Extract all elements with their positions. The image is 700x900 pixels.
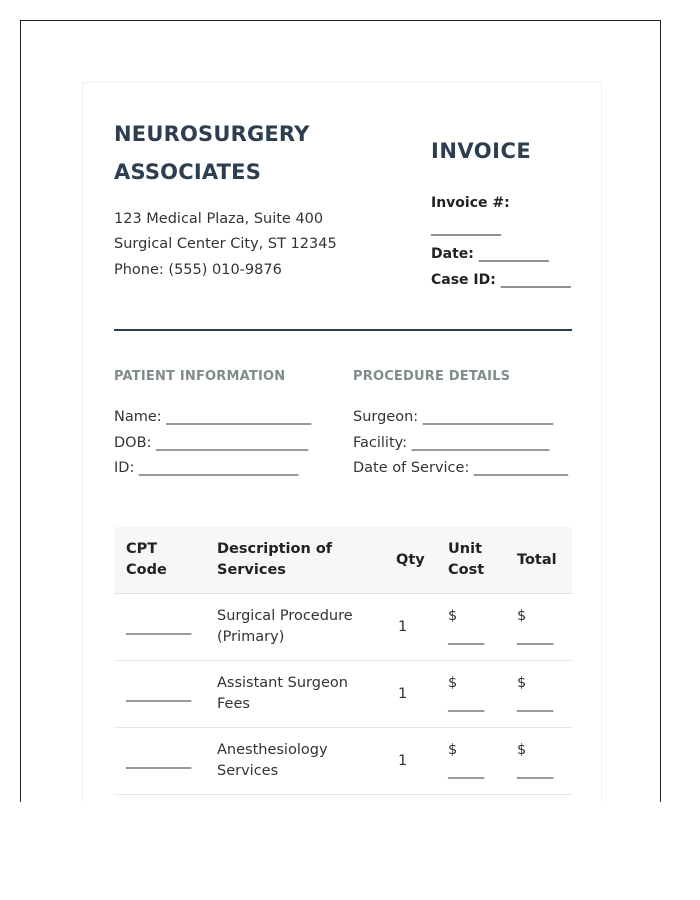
header-unit-cost: Unit Cost bbox=[448, 541, 485, 578]
invoice-number-label: Invoice #: bbox=[431, 195, 510, 211]
row-unit-cost: $ _____ bbox=[448, 675, 485, 712]
invoice-title: INVOICE bbox=[431, 139, 532, 163]
invoice-date-label: Date: bbox=[431, 246, 474, 262]
row-description: Anesthesiology Services bbox=[217, 742, 328, 779]
patient-info-heading: PATIENT INFORMATION bbox=[114, 369, 286, 384]
row-qty: 1 bbox=[398, 753, 408, 769]
surgeon-field: Surgeon: __________________ bbox=[353, 409, 554, 425]
facility-field: Facility: ___________________ bbox=[353, 435, 550, 451]
row-cpt-code: _________ bbox=[126, 753, 192, 769]
patient-name-field: Name: ____________________ bbox=[114, 409, 312, 425]
invoice-date-blank: __________ bbox=[478, 246, 549, 262]
invoice-case-id bbox=[431, 268, 571, 293]
patient-dob-field: DOB: _____________________ bbox=[114, 435, 309, 451]
header-divider bbox=[114, 329, 572, 331]
page-frame bbox=[20, 20, 661, 802]
header-total: Total bbox=[517, 552, 557, 568]
invoice-number-blank: __________ bbox=[431, 220, 501, 236]
company-address-line2: Surgical Center City, ST 12345 bbox=[114, 236, 337, 252]
table-row bbox=[114, 728, 572, 795]
invoice-date bbox=[431, 242, 549, 267]
row-cpt-code: _________ bbox=[126, 686, 192, 702]
header-qty: Qty bbox=[396, 552, 425, 568]
company-phone: Phone: (555) 010-9876 bbox=[114, 262, 282, 278]
row-description: Assistant Surgeon Fees bbox=[217, 675, 348, 712]
date-of-service-field: Date of Service: _____________ bbox=[353, 460, 569, 476]
company-name: NEUROSURGERY ASSOCIATES bbox=[114, 122, 310, 184]
row-unit-cost: $ _____ bbox=[448, 742, 485, 779]
row-total: $ _____ bbox=[517, 608, 554, 645]
header-cpt-code: CPT Code bbox=[126, 541, 167, 578]
row-total: $ _____ bbox=[517, 742, 554, 779]
patient-id-field: ID: ______________________ bbox=[114, 460, 299, 476]
invoice-case-blank: __________ bbox=[500, 272, 571, 288]
row-qty: 1 bbox=[398, 686, 408, 702]
table-header bbox=[114, 527, 572, 594]
table-row bbox=[114, 661, 572, 728]
row-total: $ _____ bbox=[517, 675, 554, 712]
invoice-case-label: Case ID: bbox=[431, 272, 496, 288]
company-address-line1: 123 Medical Plaza, Suite 400 bbox=[114, 211, 324, 227]
row-description: Surgical Procedure (Primary) bbox=[217, 608, 353, 645]
row-unit-cost: $ _____ bbox=[448, 608, 485, 645]
header-description: Description of Services bbox=[217, 541, 333, 578]
row-cpt-code: _________ bbox=[126, 619, 192, 635]
invoice-document bbox=[82, 82, 602, 802]
table-row bbox=[114, 594, 572, 661]
procedure-details-heading: PROCEDURE DETAILS bbox=[353, 369, 511, 384]
row-qty: 1 bbox=[398, 619, 408, 635]
